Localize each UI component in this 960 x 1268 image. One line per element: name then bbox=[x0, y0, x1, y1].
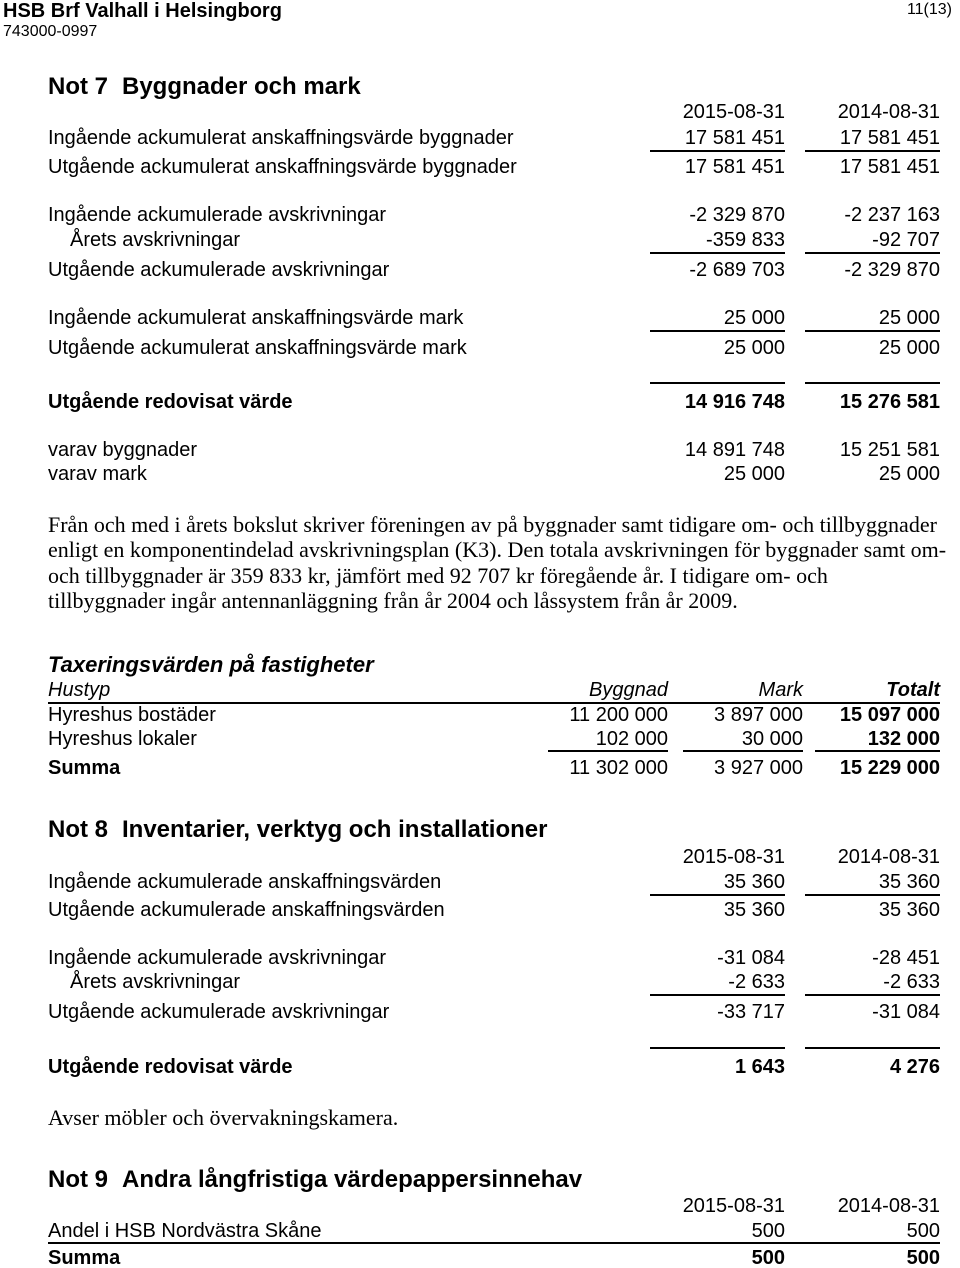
column-headers bbox=[0, 847, 960, 867]
value-current: -33 717 bbox=[717, 1001, 785, 1023]
value-current: -2 329 870 bbox=[689, 204, 785, 226]
value-building: 11 200 000 bbox=[569, 704, 668, 726]
value-current: 17 581 451 bbox=[684, 127, 785, 149]
underline-rule bbox=[805, 252, 940, 254]
value-previous: -92 707 bbox=[872, 229, 940, 251]
note-number: Not 7 bbox=[48, 73, 108, 100]
row-label: Utgående ackumulerade avskrivningar bbox=[48, 259, 390, 281]
value-current: 14 916 748 bbox=[684, 391, 785, 413]
value-previous: -31 084 bbox=[872, 1001, 940, 1023]
note-8-comment: Avser möbler och övervakningskamera. bbox=[48, 1105, 399, 1130]
row-label: Utgående ackumulerat anskaffningsvärde byggnader bbox=[48, 156, 517, 178]
value-current: 500 bbox=[751, 1247, 785, 1268]
total-rule bbox=[805, 1047, 940, 1049]
table-row bbox=[0, 900, 960, 920]
row-label: Årets avskrivningar bbox=[70, 971, 241, 993]
value-previous: 17 581 451 bbox=[839, 156, 940, 178]
column-header-current: 2015-08-31 bbox=[682, 846, 785, 868]
total-row bbox=[0, 1248, 960, 1268]
row-label: Utgående redovisat värde bbox=[48, 1056, 293, 1078]
comment-line: och tillbyggnader är 359 833 kr, jämfört med 92 707 kr föregående år. I tidigare om- och bbox=[48, 562, 828, 588]
column-header-previous: 2014-08-31 bbox=[837, 846, 940, 868]
table-row bbox=[0, 338, 960, 358]
table-row bbox=[0, 157, 960, 177]
row-label: Utgående ackumulerat anskaffningsvärde mark bbox=[48, 337, 467, 359]
comment-line: enligt en komponentindelad avskrivningsplan (K3). Den totala avskrivningen för byggnader samt om- bbox=[48, 537, 947, 563]
value-previous: 4 276 bbox=[889, 1056, 940, 1078]
value-total: 15 097 000 bbox=[839, 704, 940, 726]
row-label: Ingående ackumulerade anskaffningsvärden bbox=[48, 871, 442, 893]
table-row bbox=[0, 705, 960, 725]
underline-rule bbox=[650, 994, 785, 996]
column-header-current: 2015-08-31 bbox=[682, 1195, 785, 1217]
value-previous: 25 000 bbox=[878, 337, 940, 359]
value-previous: 15 251 581 bbox=[839, 439, 940, 461]
row-label: varav mark bbox=[48, 463, 147, 485]
value-current: 17 581 451 bbox=[684, 156, 785, 178]
note-7-heading bbox=[0, 74, 960, 100]
value-building: 11 302 000 bbox=[569, 757, 668, 779]
row-label: Hyreshus bostäder bbox=[48, 704, 216, 726]
table-row bbox=[0, 230, 960, 250]
row-label: varav byggnader bbox=[48, 439, 197, 461]
row-label: Ingående ackumulerade avskrivningar bbox=[48, 947, 386, 969]
column-header-current: 2015-08-31 bbox=[682, 101, 785, 123]
value-previous: 25 000 bbox=[878, 307, 940, 329]
column-headers bbox=[0, 102, 960, 122]
underline-rule bbox=[650, 894, 785, 896]
table-row bbox=[0, 440, 960, 460]
row-label: Ingående ackumulerade avskrivningar bbox=[48, 204, 386, 226]
value-previous: 25 000 bbox=[878, 463, 940, 485]
row-label: Utgående ackumulerade avskrivningar bbox=[48, 1001, 390, 1023]
total-row bbox=[0, 758, 960, 778]
table-row bbox=[0, 872, 960, 892]
tax-column-headers bbox=[0, 680, 960, 700]
value-total: 132 000 bbox=[867, 728, 940, 750]
table-row bbox=[0, 729, 960, 749]
value-current: 35 360 bbox=[723, 871, 785, 893]
value-previous: 17 581 451 bbox=[839, 127, 940, 149]
table-row bbox=[0, 1002, 960, 1022]
row-label: Hyreshus lokaler bbox=[48, 728, 197, 750]
note-title: Byggnader och mark bbox=[122, 73, 361, 100]
underline-rule bbox=[805, 150, 940, 152]
column-header-total: Totalt bbox=[886, 679, 940, 701]
org-number: 743000-0997 bbox=[3, 23, 98, 40]
column-header-building: Byggnad bbox=[589, 679, 668, 701]
tax-values-title: Taxeringsvärden på fastigheter bbox=[48, 652, 374, 677]
underline-rule bbox=[650, 330, 785, 332]
value-current: 1 643 bbox=[734, 1056, 785, 1078]
underline-rule bbox=[548, 750, 668, 752]
value-land: 3 897 000 bbox=[714, 704, 803, 726]
value-previous: -2 237 163 bbox=[844, 204, 940, 226]
value-previous: -2 633 bbox=[883, 971, 940, 993]
row-label: Ingående ackumulerat anskaffningsvärde mark bbox=[48, 307, 464, 329]
underline-rule bbox=[683, 750, 803, 752]
note-title: Andra långfristiga värdepappersinnehav bbox=[122, 1166, 583, 1193]
underline-rule bbox=[805, 894, 940, 896]
total-row bbox=[0, 392, 960, 412]
table-row bbox=[0, 972, 960, 992]
value-current: 25 000 bbox=[723, 307, 785, 329]
total-rule bbox=[650, 1047, 785, 1049]
note-number: Not 9 bbox=[48, 1166, 108, 1193]
note-title: Inventarier, verktyg och installationer bbox=[122, 816, 548, 843]
value-building: 102 000 bbox=[595, 728, 668, 750]
value-current: -2 633 bbox=[728, 971, 785, 993]
row-label: Summa bbox=[48, 1247, 121, 1268]
comment-line: tillbyggnader ingår antennanläggning från år 2004 och låssystem från år 2009. bbox=[48, 587, 738, 613]
table-row bbox=[0, 205, 960, 225]
value-previous: 15 276 581 bbox=[839, 391, 940, 413]
table-row bbox=[0, 260, 960, 280]
value-previous: -28 451 bbox=[872, 947, 940, 969]
value-current: 500 bbox=[751, 1220, 785, 1242]
value-land: 3 927 000 bbox=[714, 757, 803, 779]
note-9-heading bbox=[0, 1167, 960, 1193]
value-previous: 35 360 bbox=[878, 899, 940, 921]
underline-rule bbox=[805, 330, 940, 332]
note-number: Not 8 bbox=[48, 816, 108, 843]
table-row bbox=[0, 1221, 960, 1241]
row-label: Ingående ackumulerat anskaffningsvärde byggnader bbox=[48, 127, 514, 149]
table-row bbox=[0, 308, 960, 328]
value-current: 14 891 748 bbox=[684, 439, 785, 461]
row-label: Utgående redovisat värde bbox=[48, 391, 293, 413]
underline-rule bbox=[815, 750, 940, 752]
column-headers bbox=[0, 1196, 960, 1216]
column-header-previous: 2014-08-31 bbox=[837, 101, 940, 123]
total-row bbox=[0, 1057, 960, 1077]
value-total: 15 229 000 bbox=[839, 757, 940, 779]
note-8-heading bbox=[0, 817, 960, 843]
total-rule bbox=[650, 382, 785, 384]
page-number: 11(13) bbox=[906, 1, 952, 18]
row-label: Utgående ackumulerade anskaffningsvärden bbox=[48, 899, 445, 921]
table-row bbox=[0, 464, 960, 484]
note-7-comment bbox=[48, 512, 946, 613]
row-label: Summa bbox=[48, 757, 121, 779]
table-row bbox=[0, 948, 960, 968]
association-name: HSB Brf Valhall i Helsingborg bbox=[3, 0, 282, 22]
value-current: -2 689 703 bbox=[689, 259, 785, 281]
column-header-type: Hustyp bbox=[48, 679, 111, 701]
value-land: 30 000 bbox=[741, 728, 803, 750]
column-header-previous: 2014-08-31 bbox=[837, 1195, 940, 1217]
value-previous: 35 360 bbox=[878, 871, 940, 893]
row-label: Årets avskrivningar bbox=[70, 229, 241, 251]
underline-rule bbox=[650, 252, 785, 254]
underline-rule bbox=[650, 150, 785, 152]
value-current: 25 000 bbox=[723, 463, 785, 485]
value-current: 25 000 bbox=[723, 337, 785, 359]
underline-rule bbox=[48, 1242, 940, 1244]
value-previous: 500 bbox=[906, 1247, 940, 1268]
row-label: Andel i HSB Nordvästra Skåne bbox=[48, 1220, 322, 1242]
column-header-land: Mark bbox=[758, 679, 803, 701]
total-rule bbox=[805, 382, 940, 384]
value-current: -31 084 bbox=[717, 947, 785, 969]
value-previous: 500 bbox=[906, 1220, 940, 1242]
comment-line: Från och med i årets bokslut skriver föreningen av på byggnader samt tidigare om- och tillbyggnader bbox=[48, 512, 937, 537]
value-current: -359 833 bbox=[706, 229, 785, 251]
table-row bbox=[0, 128, 960, 148]
value-previous: -2 329 870 bbox=[844, 259, 940, 281]
value-current: 35 360 bbox=[723, 899, 785, 921]
underline-rule bbox=[805, 994, 940, 996]
